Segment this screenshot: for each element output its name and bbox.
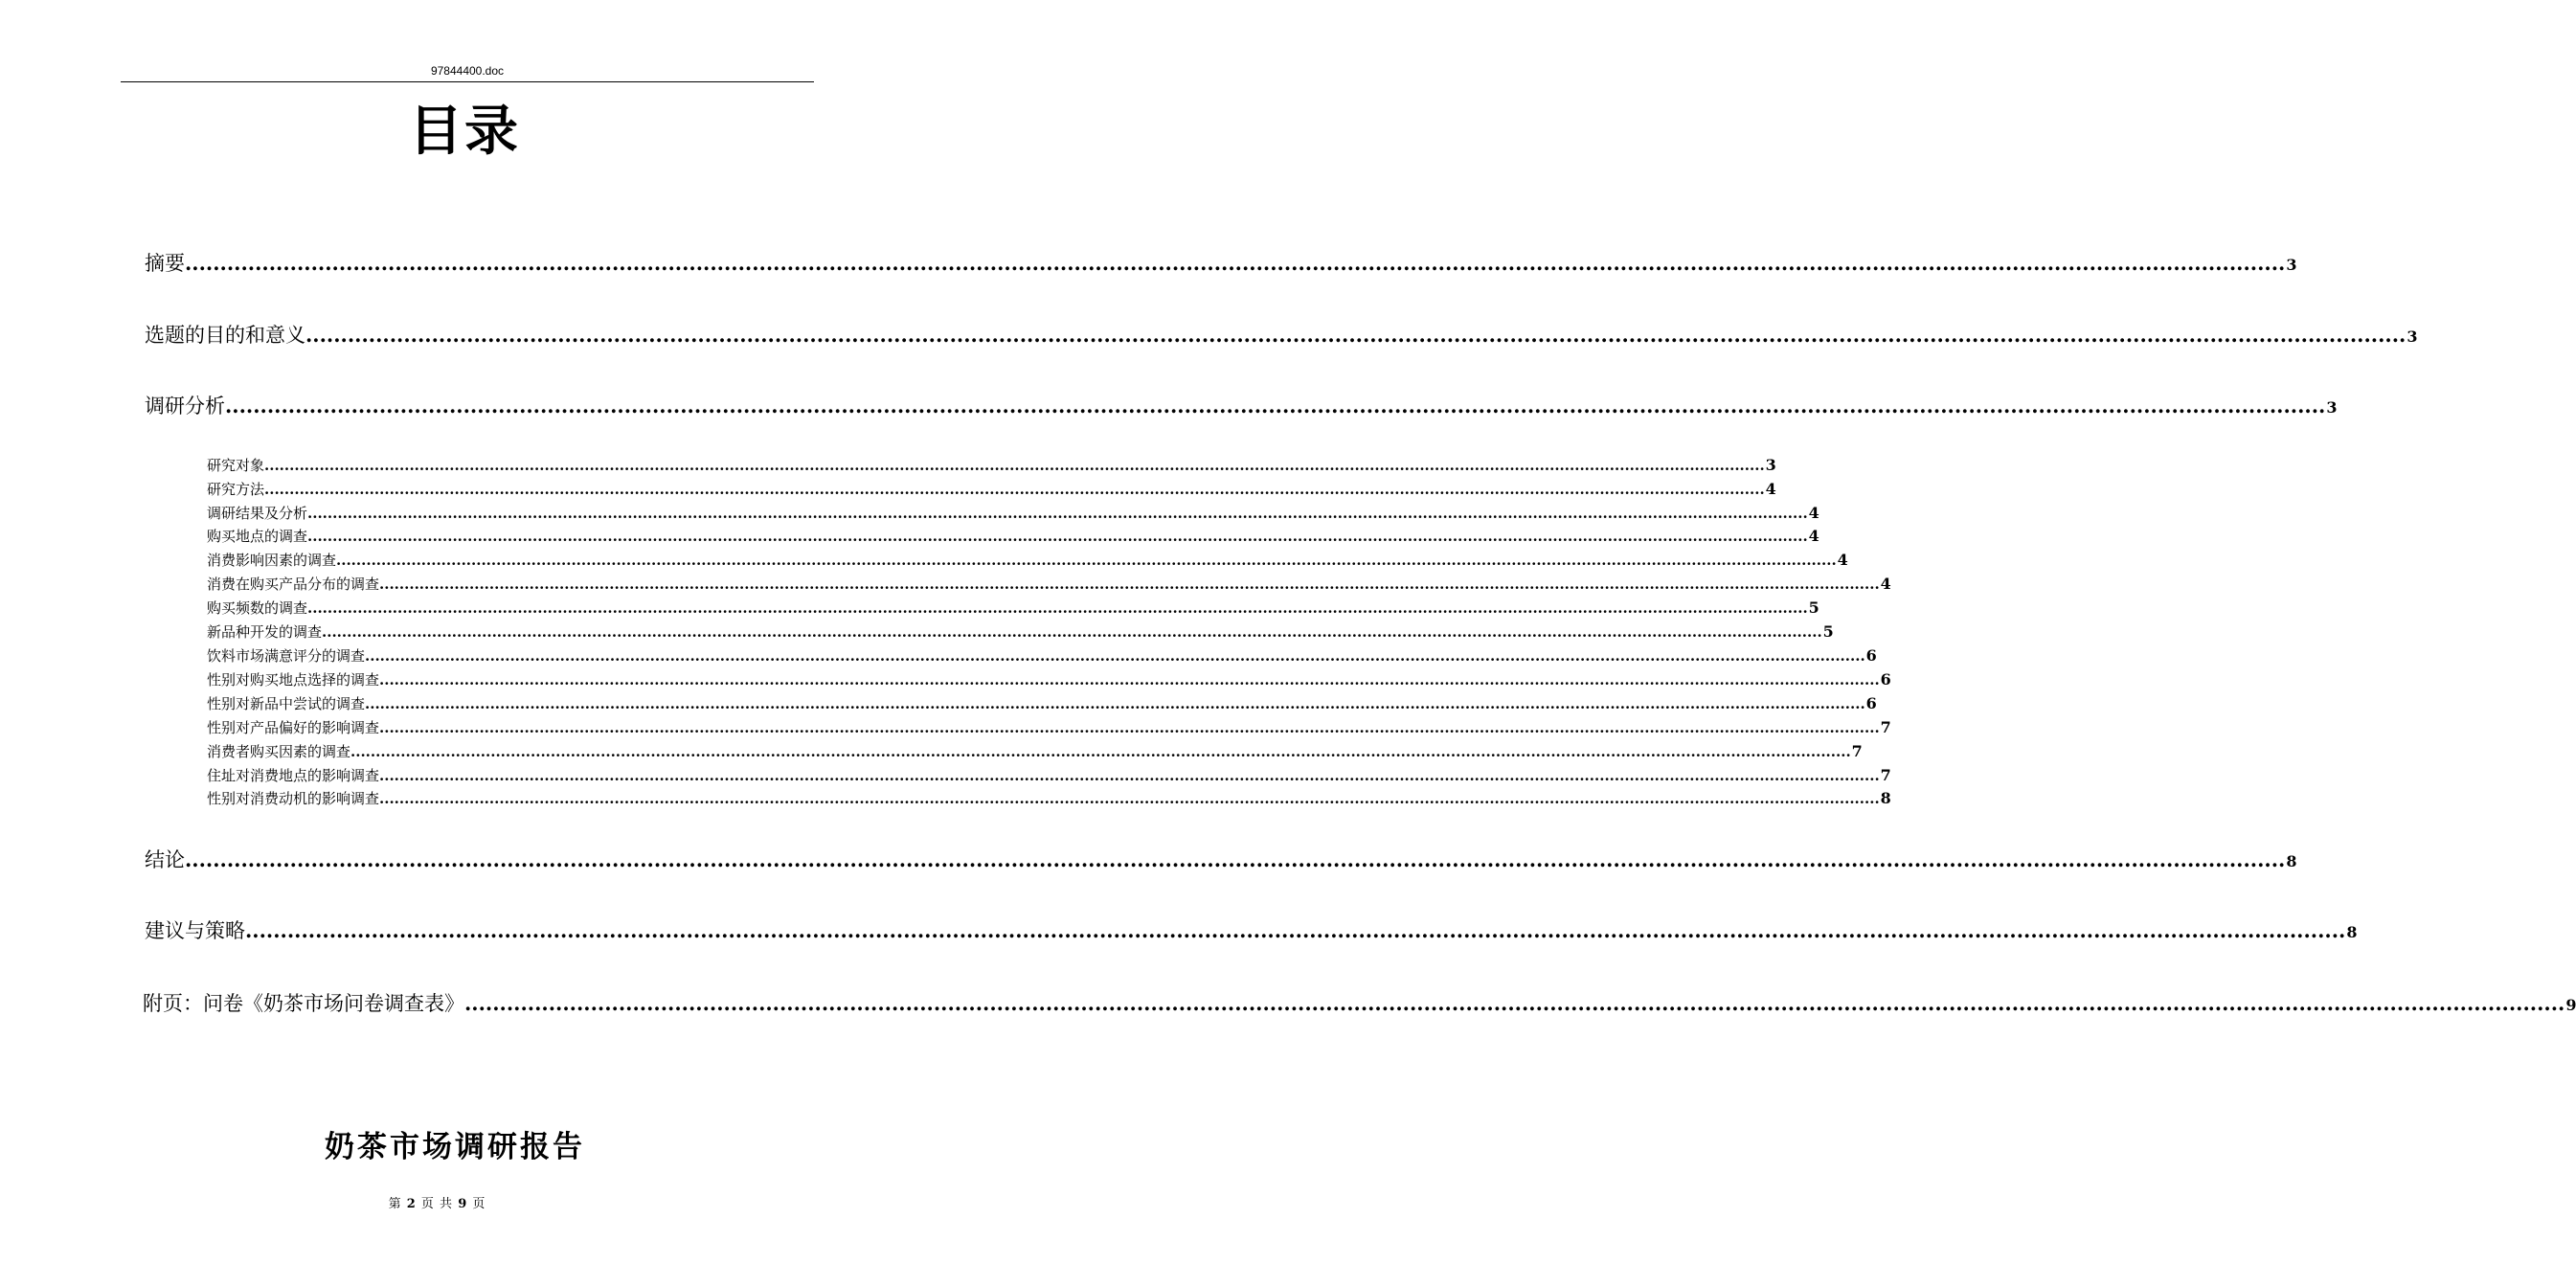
toc-dot-leader: ............................................................................................................................................................................................................................................................................................................ bbox=[464, 991, 2565, 1015]
toc-entry-label: 性别对消费动机的影响调查 bbox=[207, 790, 380, 807]
toc-dot-leader: ............................................................................................................................................................................................................................................................................................................ bbox=[307, 528, 1808, 545]
toc-entry-page: 3 bbox=[2326, 398, 2338, 417]
toc-dot-leader: ............................................................................................................................................................................................................................................................................................................ bbox=[379, 719, 1880, 736]
toc-subentry[interactable] bbox=[207, 574, 1891, 595]
toc-subentry[interactable] bbox=[207, 693, 1877, 714]
toc-dot-leader: ............................................................................................................................................................................................................................................................................................................ bbox=[365, 695, 1865, 712]
toc-entry-label: 建议与策略 bbox=[145, 919, 245, 942]
toc-entry-purpose[interactable] bbox=[145, 320, 2418, 349]
toc-entry-page: 4 bbox=[1765, 480, 1776, 498]
toc-entry-appendix[interactable] bbox=[143, 988, 2576, 1017]
toc-entry-page: 8 bbox=[2346, 923, 2358, 941]
toc-entry-analysis[interactable] bbox=[145, 391, 2338, 419]
toc-subentry[interactable] bbox=[207, 741, 1863, 762]
toc-subentry[interactable] bbox=[207, 455, 1776, 476]
toc-dot-leader: ............................................................................................................................................................................................................................................................................................................ bbox=[365, 647, 1865, 665]
toc-dot-leader: ............................................................................................................................................................................................................................................................................................................ bbox=[379, 790, 1880, 807]
header-filename: 97844400.doc bbox=[430, 64, 505, 78]
toc-entry-label: 调研分析 bbox=[145, 395, 225, 418]
toc-entry-page: 5 bbox=[1808, 598, 1819, 617]
toc-entry-label: 结论 bbox=[145, 848, 185, 871]
toc-entry-page: 7 bbox=[1851, 742, 1863, 760]
toc-entry-page: 8 bbox=[2286, 852, 2297, 870]
toc-entry-label: 研究对象 bbox=[207, 457, 265, 474]
toc-entry-label: 消费在购买产品分布的调查 bbox=[207, 576, 380, 593]
toc-dot-leader: ............................................................................................................................................................................................................................................................................................................ bbox=[379, 767, 1880, 784]
toc-dot-leader: ............................................................................................................................................................................................................................................................................................................ bbox=[307, 505, 1808, 522]
toc-dot-leader: ............................................................................................................................................................................................................................................................................................................ bbox=[379, 576, 1880, 593]
toc-dot-leader: ............................................................................................................................................................................................................................................................................................................ bbox=[350, 743, 1851, 760]
toc-entry-label: 新品种开发的调查 bbox=[207, 623, 323, 641]
toc-dot-leader: ............................................................................................................................................................................................................................................................................................................ bbox=[322, 623, 1822, 641]
toc-subentry[interactable] bbox=[207, 479, 1776, 500]
toc-entry-label: 性别对购买地点选择的调查 bbox=[207, 671, 380, 689]
toc-entry-label: 性别对产品偏好的影响调查 bbox=[207, 719, 380, 736]
toc-subentry[interactable] bbox=[207, 526, 1819, 547]
toc-entry-page: 8 bbox=[1880, 789, 1891, 807]
toc-entry-label: 调研结果及分析 bbox=[207, 505, 308, 522]
toc-subentry[interactable] bbox=[207, 621, 1834, 643]
toc-entry-label: 消费影响因素的调查 bbox=[207, 552, 337, 569]
report-title: 奶茶市场调研报告 bbox=[325, 1130, 585, 1164]
toc-entry-page: 9 bbox=[2565, 996, 2576, 1014]
toc-entry-page: 6 bbox=[1865, 694, 1877, 712]
page-footer bbox=[0, 1193, 873, 1211]
toc-entry-label: 购买地点的调查 bbox=[207, 528, 308, 545]
toc-subentry[interactable] bbox=[207, 765, 1891, 786]
toc-entry-page: 4 bbox=[1837, 551, 1848, 569]
toc-subentry[interactable] bbox=[207, 788, 1891, 809]
toc-dot-leader: ............................................................................................................................................................................................................................................................................................................ bbox=[185, 251, 2286, 275]
toc-subentry[interactable] bbox=[207, 503, 1819, 524]
toc-entry-abstract[interactable] bbox=[145, 248, 2297, 277]
toc-entry-suggestions[interactable] bbox=[145, 915, 2358, 944]
toc-subentry[interactable] bbox=[207, 598, 1819, 619]
toc-entry-label: 购买频数的调查 bbox=[207, 599, 308, 617]
toc-subentry[interactable] bbox=[207, 550, 1848, 571]
toc-entry-page: 6 bbox=[1865, 646, 1877, 665]
footer-middle: 页 共 bbox=[420, 1197, 453, 1211]
toc-entry-label: 饮料市场满意评分的调查 bbox=[207, 647, 366, 665]
toc-entry-label: 附页：问卷《奶茶市场问卷调查表》 bbox=[143, 992, 464, 1015]
toc-dot-leader: ............................................................................................................................................................................................................................................................................................................ bbox=[245, 918, 2346, 942]
toc-dot-leader: ............................................................................................................................................................................................................................................................................................................ bbox=[225, 394, 2326, 418]
toc-entry-label: 消费者购买因素的调查 bbox=[207, 743, 351, 760]
toc-entry-page: 6 bbox=[1880, 670, 1891, 689]
toc-dot-leader: ............................................................................................................................................................................................................................................................................................................ bbox=[336, 552, 1837, 569]
footer-suffix: 页 bbox=[472, 1197, 486, 1211]
toc-entry-page: 4 bbox=[1808, 527, 1819, 545]
toc-dot-leader: ............................................................................................................................................................................................................................................................................................................ bbox=[307, 599, 1808, 617]
toc-title: 目录 bbox=[409, 101, 520, 163]
toc-dot-leader: ............................................................................................................................................................................................................................................................................................................ bbox=[264, 481, 1765, 498]
toc-subentry[interactable] bbox=[207, 645, 1877, 666]
toc-entry-page: 7 bbox=[1880, 766, 1891, 784]
toc-dot-leader: ............................................................................................................................................................................................................................................................................................................ bbox=[379, 671, 1880, 689]
footer-total-pages: 9 bbox=[458, 1197, 467, 1211]
toc-entry-page: 3 bbox=[2286, 256, 2297, 274]
toc-dot-leader: ............................................................................................................................................................................................................................................................................................................ bbox=[185, 847, 2286, 871]
toc-entry-page: 3 bbox=[2407, 327, 2418, 346]
toc-entry-label: 性别对新品中尝试的调查 bbox=[207, 695, 366, 712]
toc-entry-conclusion[interactable] bbox=[145, 845, 2297, 873]
toc-subentry[interactable] bbox=[207, 669, 1891, 690]
toc-subentry[interactable] bbox=[207, 717, 1891, 738]
toc-dot-leader: ............................................................................................................................................................................................................................................................................................................ bbox=[305, 323, 2407, 347]
toc-entry-label: 选题的目的和意义 bbox=[145, 324, 305, 347]
footer-prefix: 第 bbox=[388, 1197, 401, 1211]
toc-entry-label: 研究方法 bbox=[207, 481, 265, 498]
toc-entry-label: 住址对消费地点的影响调查 bbox=[207, 767, 380, 784]
toc-entry-page: 4 bbox=[1880, 575, 1891, 593]
toc-entry-page: 3 bbox=[1765, 456, 1776, 474]
toc-entry-page: 5 bbox=[1822, 622, 1834, 641]
toc-entry-page: 4 bbox=[1808, 504, 1819, 522]
toc-entry-page: 7 bbox=[1880, 718, 1891, 736]
toc-dot-leader: ............................................................................................................................................................................................................................................................................................................ bbox=[264, 457, 1765, 474]
footer-current-page: 2 bbox=[406, 1197, 416, 1211]
toc-entry-label: 摘要 bbox=[145, 252, 185, 275]
header-rule bbox=[121, 81, 814, 82]
